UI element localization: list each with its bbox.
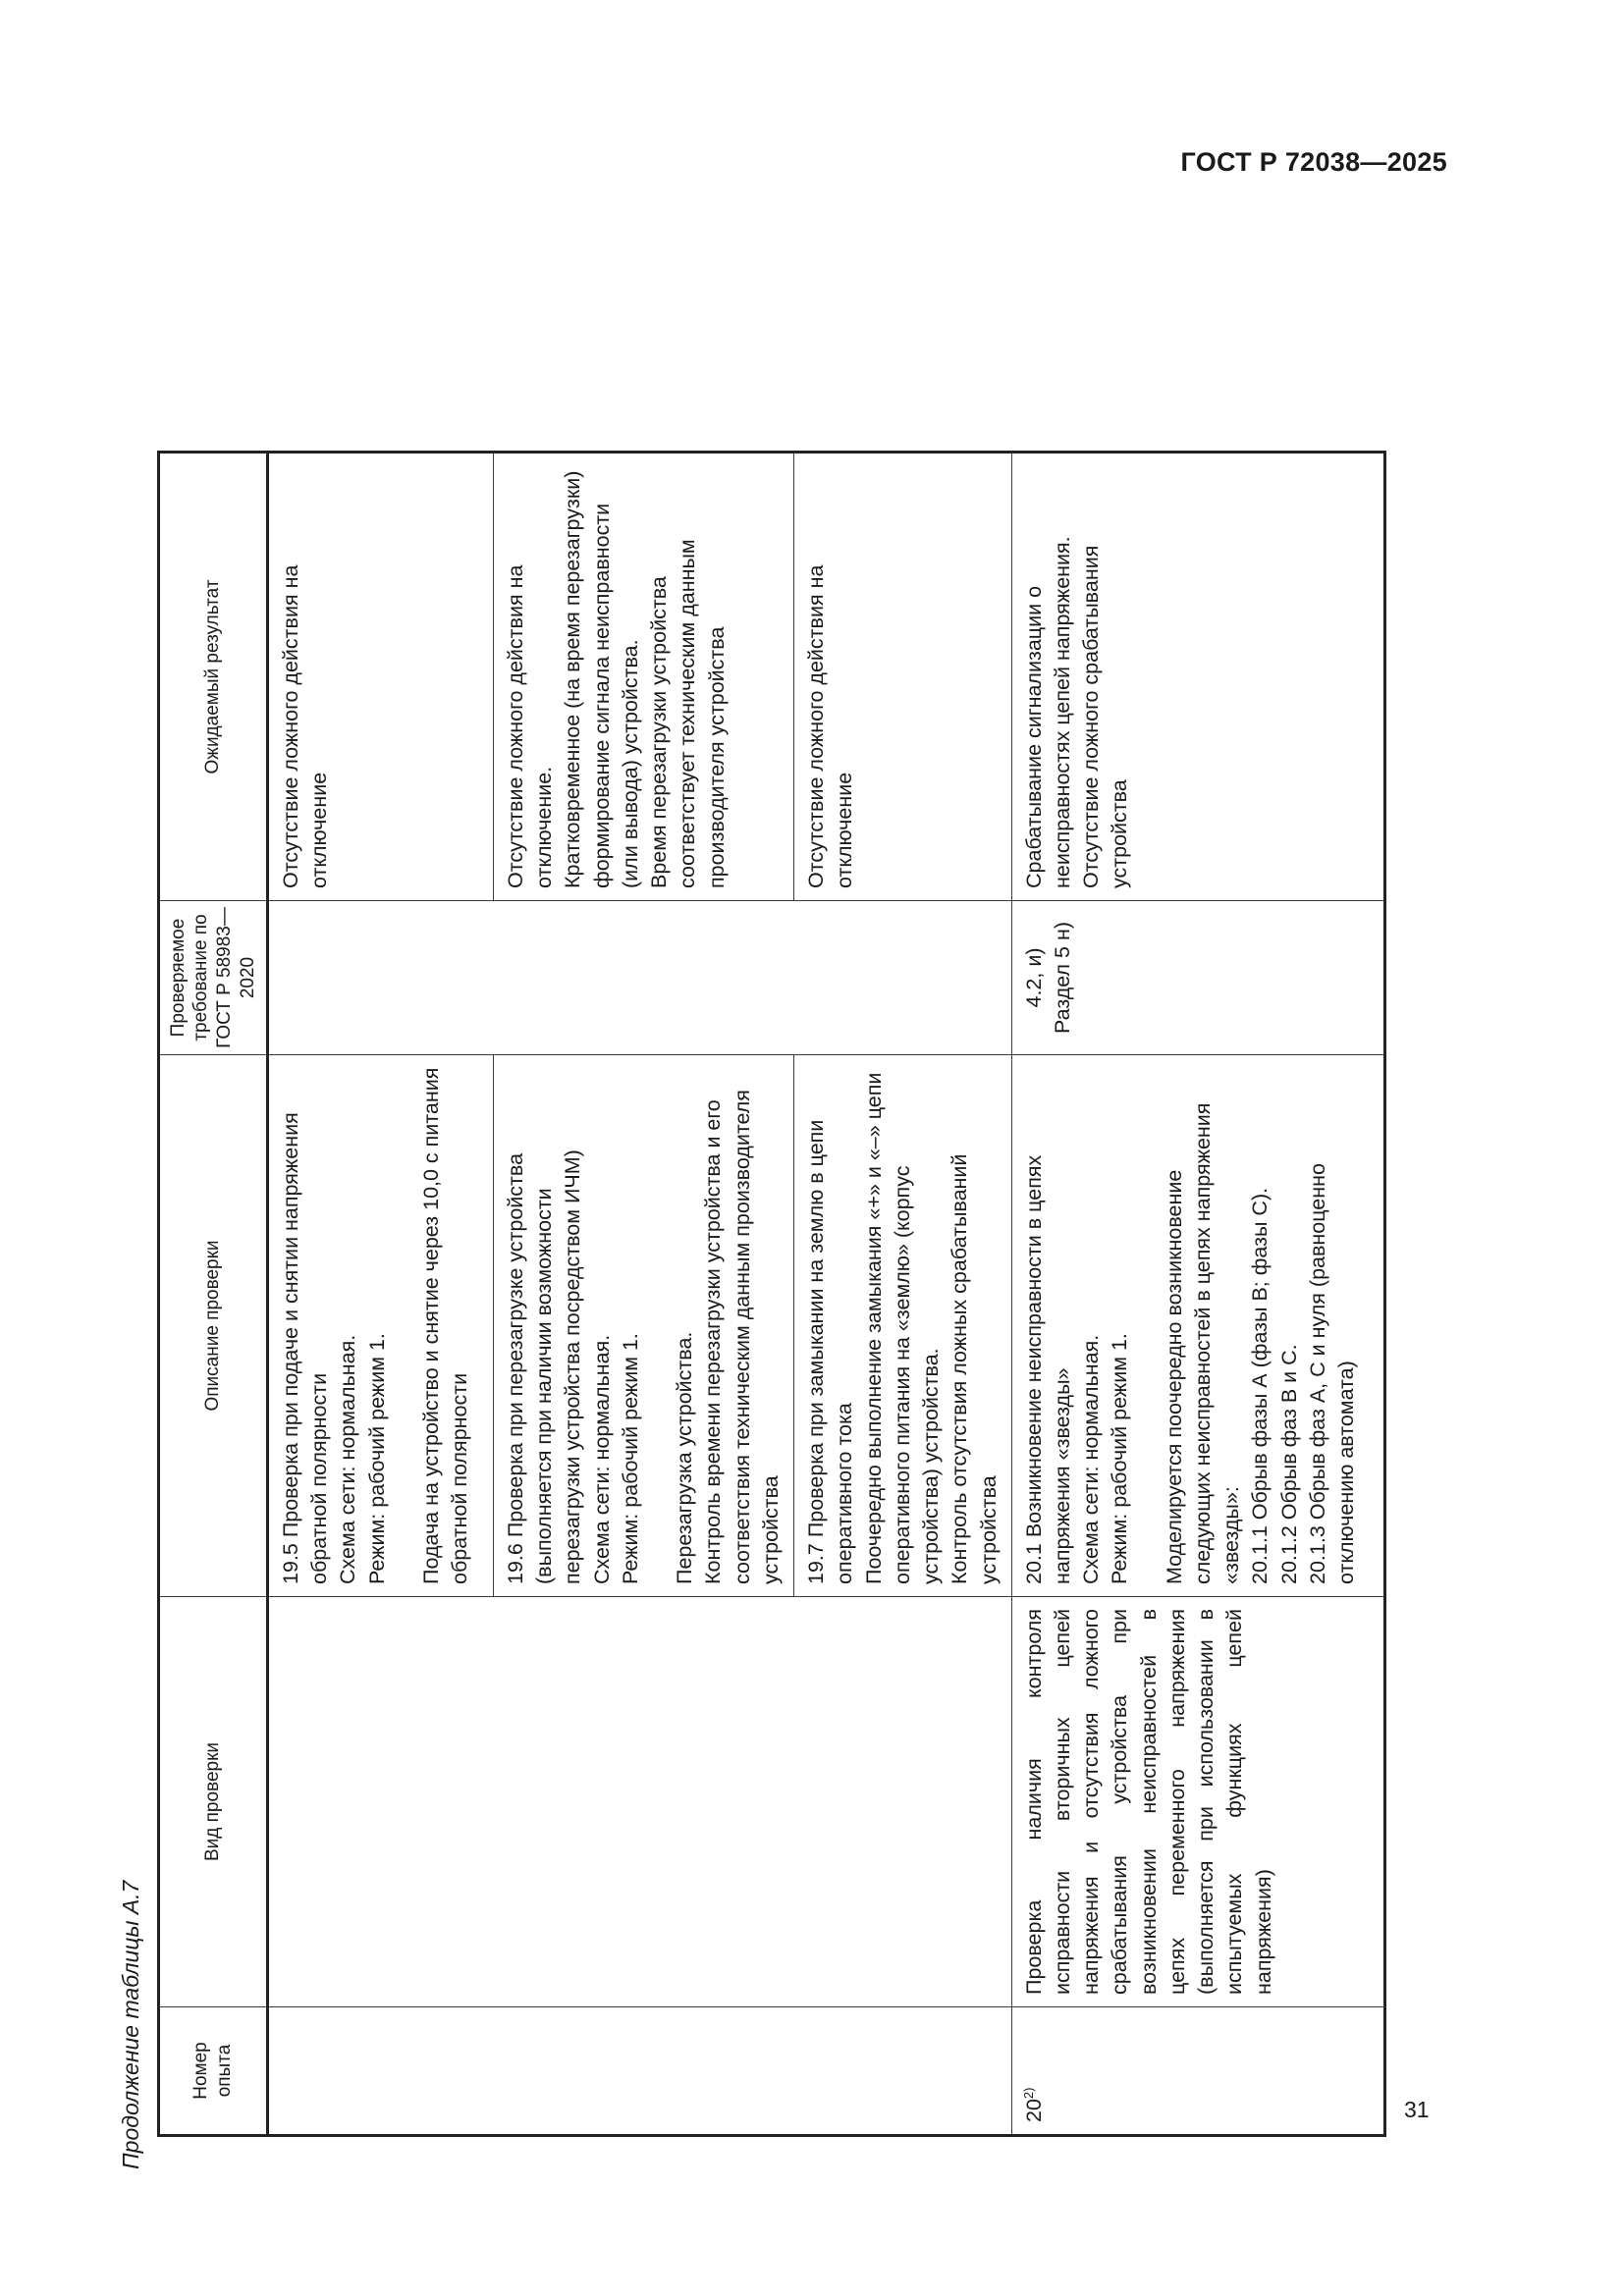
desc-line: Контроль времени перезагрузки устройства и его соответствия техническим данным производителя устройства bbox=[701, 1090, 783, 1584]
cell-result bbox=[268, 453, 494, 901]
col-header-requirement: Проверяемое требование по ГОСТ Р 58983—2020 bbox=[159, 901, 268, 1055]
desc-line: Схема сети: нормальная. bbox=[336, 1334, 360, 1584]
result-line: Срабатывание сигнализации о неисправностях цепей напряжения. bbox=[1021, 536, 1074, 888]
desc-line: 20.1 Возникновение неисправности в цепях напряжения «звезды» bbox=[1021, 1154, 1074, 1584]
cell-result bbox=[794, 453, 1012, 901]
requirement-line: 4.2, и) bbox=[1021, 947, 1046, 1008]
cell-description bbox=[494, 1055, 794, 1597]
desc-line: Режим: рабочий режим 1. bbox=[618, 1333, 642, 1584]
desc-line: 19.5 Проверка при подаче и снятии напряжения обратной полярности bbox=[279, 1112, 332, 1584]
result-line: Отсутствие ложного срабатывания устройства bbox=[1079, 545, 1132, 888]
result-line: Кратковременное (на время перезагрузки) формирование сигнала неисправности (или вывода) устройства. bbox=[561, 470, 642, 888]
desc-line: 20.1.2 Обрыв фаз В и С. bbox=[1276, 1344, 1301, 1584]
row-number: 20 bbox=[1021, 2099, 1046, 2122]
cell-number bbox=[268, 2007, 1012, 2136]
desc-line: Перезагрузка устройства. bbox=[673, 1331, 697, 1584]
cell-kind bbox=[268, 1597, 1012, 2007]
cell-result bbox=[1011, 453, 1384, 901]
desc-line: Схема сети: нормальная. bbox=[1079, 1334, 1104, 1584]
cell-requirement bbox=[1011, 901, 1384, 1055]
cell-description bbox=[268, 1055, 494, 1597]
test-table bbox=[157, 451, 1386, 2137]
desc-line: Контроль отсутствия ложных срабатываний устройства bbox=[947, 1153, 1001, 1584]
table-row bbox=[1011, 453, 1384, 2136]
cell-description bbox=[794, 1055, 1012, 1597]
standard-header: ГОСТ Р 72038—2025 bbox=[1180, 147, 1447, 177]
desc-line: Режим: рабочий режим 1. bbox=[364, 1333, 389, 1584]
desc-line: 19.6 Проверка при перезагрузке устройства (выполняется при наличии возможности перезагрузки устройства посредством ИЧМ) bbox=[504, 1149, 585, 1584]
footnote-ref: 2) bbox=[1020, 2087, 1036, 2100]
col-header-kind: Вид проверки bbox=[159, 1597, 268, 2007]
cell-number bbox=[1011, 2007, 1384, 2136]
rotated-page-content bbox=[113, 71, 1478, 2181]
table-caption: Продолжение таблицы А.7 bbox=[118, 1880, 143, 2169]
col-header-number: Номер опыта bbox=[159, 2007, 268, 2136]
desc-line: Моделируется поочередно возникновение следующих неисправностей в цепях напряжения «звезды»: bbox=[1162, 1102, 1244, 1584]
table-row bbox=[268, 453, 494, 2136]
result-line: Время перезагрузки устройства соответствует техническим данным производителя устройства bbox=[647, 539, 729, 888]
cell-requirement bbox=[268, 901, 1012, 1055]
desc-line: Схема сети: нормальная. bbox=[589, 1334, 614, 1584]
table-header-row bbox=[159, 453, 268, 2136]
result-line: Отсутствие ложного действия на отключение. bbox=[504, 564, 557, 888]
result-line: Отсутствие ложного действия на отключение bbox=[804, 564, 857, 888]
cell-kind: Проверка наличия контроля исправности вторичных цепей напряжения и отсутствия ложного срабатывания устройства при возникновении неисправностей в цепях переменного напряжения (выполняется при использовании в испытуемых функциях цепей напряжения) bbox=[1011, 1597, 1384, 2007]
col-header-description: Описание проверки bbox=[159, 1055, 268, 1597]
result-line: Отсутствие ложного действия на отключение bbox=[279, 564, 332, 888]
page-number: 31 bbox=[1404, 2097, 1430, 2122]
col-header-result: Ожидаемый результат bbox=[159, 453, 268, 901]
desc-line: Поочередно выполнение замыкания «+» и «–» цепи оперативного питания на «землю» (корпус устройства) устройства. bbox=[861, 1072, 944, 1584]
desc-line: 20.1.3 Обрыв фаз А, С и нуля (равноценно отключению автомата) bbox=[1305, 1163, 1359, 1584]
desc-line: 20.1.1 Обрыв фазы А (фазы В; фазы С). bbox=[1248, 1187, 1272, 1584]
desc-line: 19.7 Проверка при замыкании на землю в цепи оперативного тока bbox=[804, 1119, 857, 1584]
cell-result bbox=[494, 453, 794, 901]
desc-line: Режим: рабочий режим 1. bbox=[1108, 1333, 1132, 1584]
cell-description bbox=[1011, 1055, 1384, 1597]
desc-line: Подача на устройство и снятие через 10,0 с питания обратной полярности bbox=[418, 1067, 472, 1584]
requirement-line: Раздел 5 н) bbox=[1050, 922, 1074, 1034]
